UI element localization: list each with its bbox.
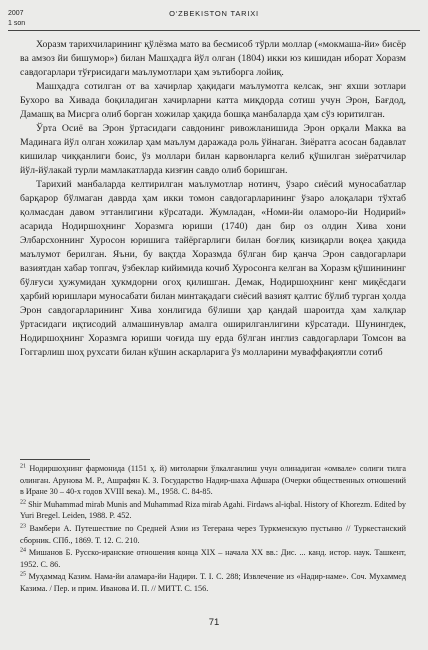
footnote-number: 23 (20, 523, 26, 530)
header-divider (8, 30, 420, 31)
page-number: 71 (208, 617, 220, 628)
running-header (8, 10, 420, 28)
footnote (20, 523, 406, 546)
main-text (20, 38, 406, 360)
paragraph: Хоразм тарихчиларининг қўлёзма мато ва бесмисоб тўрли моллар («мокмаша-йи» бисёр ва амзоз йи бишумор») билан Машҳадга йўл олган (1804) икки юз кишидан иборат Хоразм савдогарлари тўғрисидаги маълумотлари ҳам эътиборга лойиқ. (20, 39, 406, 78)
footnote (20, 547, 406, 570)
paragraph: Тарихий манбаларда келтирилган маълумотлар нотинч, ўзаро сиёсий муносабатлар барқарор бўлмаган даврда ҳам икки томон савдогарларининг ўзаро алоқалари тўхтаб қолмасдан давом эттанлигини кўрсатади. Жумладан, «Номи-йи оламоро-йи Нодирий» асарида Нодиршоҳнинг Хоразмга юриши (1740) дан бир оз олдин Хива хони Элбарсхоннинг Хуросон юришига тайёргарлиги билан боғлиқ кизиқарли воқеа ҳақида маълумот берилган. Яъни, бу вақтда Хоразмда бўлган бир қанча Эрон савдогарлари вазиятдан хабар топгач, ўзбеклар кийимида кочиб Хуросонга келган ва Хоразм қўшинининг бўлғуси ҳужумидан ҳукмдорни огоҳ қилишган. Демак, Нодиршоҳнинг кенг миқёсдаги ҳарбий юришлари муносабати билан минтақадаги сиёсий вазият қалтис бўлиб турган ҳолда Эрон савдогарларининг Хива хонлигида бўлиши ҳар қандай шароитда ҳам халқлар ўртасидаги иқтисодий алмашинувлар амалга оширилганлигини кўрсатади. Шунингдек, Нодиршоҳнинг Хоразмга юриши чоғида шу ерда бўлган инглиз савдогарлари Томсон ва Гоггарлиш шоҳ рухсати билан кўшин аскарларига ўз молларини муваффақиятли сотиб (20, 179, 406, 358)
header-issue: 1 son (8, 20, 26, 27)
paragraph: Ўрта Осиё ва Эрон ўртасидаги савдонинг ривожланишида Эрон орқали Макка ва Мадинага йўл олган хожилар ҳам маълум даражада роль ўйнаган. Зиёратга асосан бадавлат кишилар чиққанлиги боис, ўз моллари билан карвонларга келиб қўшилган зиёратчилар йўл-йўлакай турли мамлакатларда кизғин савдо олиб боришган. (20, 123, 406, 176)
footnote-text: Муҳаммад Казим. Нама-йи аламара-йи Надири. Т. I. С. 288; Извлечение из «Надир-наме». Соч. Мухаммед Казима. / Пер. и прим. Иванова И. П. // МИТТ. С. 156. (20, 572, 407, 593)
footnote-text: Shir Muhammad mirab Munis and Muhammad Riza mirab Agahi. Firdaws al-iqbal. History of Khorezm. Edited by Yuri Bregel. Leiden, 1988. P. 452. (20, 499, 407, 521)
header-year: 2007 (8, 10, 24, 17)
footnote-number: 21 (20, 463, 26, 470)
footnote-number: 25 (20, 571, 26, 578)
footnote (20, 571, 406, 594)
footnote-divider (20, 459, 90, 460)
footnote (20, 499, 406, 522)
footnote-number: 22 (20, 499, 26, 506)
footnotes (20, 463, 406, 596)
footnote (20, 463, 406, 498)
footnote-text: Мишанов Б. Русско-иранские отношения конца XIX – начала XX вв.: Дис. ... канд. истор. наук. Ташкент, 1952. С. 86. (20, 548, 406, 569)
footnote-number: 24 (20, 547, 26, 554)
journal-title: O‘ZBEKISTON TARIXI (169, 9, 259, 18)
footnote-text: Вамбери А. Путешествие по Средней Азии из Тегерана через Туркменскую пустыню // Туркестанский сборник. СПб., 1869. Т. 12. С. 210. (20, 523, 407, 545)
footnote-text: Нодиршоҳнинг фармонида (1151 ҳ. й) митоларни ўлкалганлиш учун олинадиган «омвале» солиги тилга олинган. Арунова М. Р., Ашрафян К. З. Государство Надир-шаха Афшара (Очерки общественных отношений в Иране 30 – 40-х годов XVIII века). М., 1958. С. 84-85. (20, 464, 407, 497)
paragraph: Машҳадга сотилган от ва хачирлар ҳақидаги маълумотга келсак, энг яхши зотлари Бухоро ва Хивада боқиладиган хачирларни катта миқдорда сотиш учун Эрон, Бағдод, Дамашқ ва Мисрга олиб борган хожилар ҳақида бошқа манбаларда ҳам сўз юритилган. (20, 81, 406, 120)
